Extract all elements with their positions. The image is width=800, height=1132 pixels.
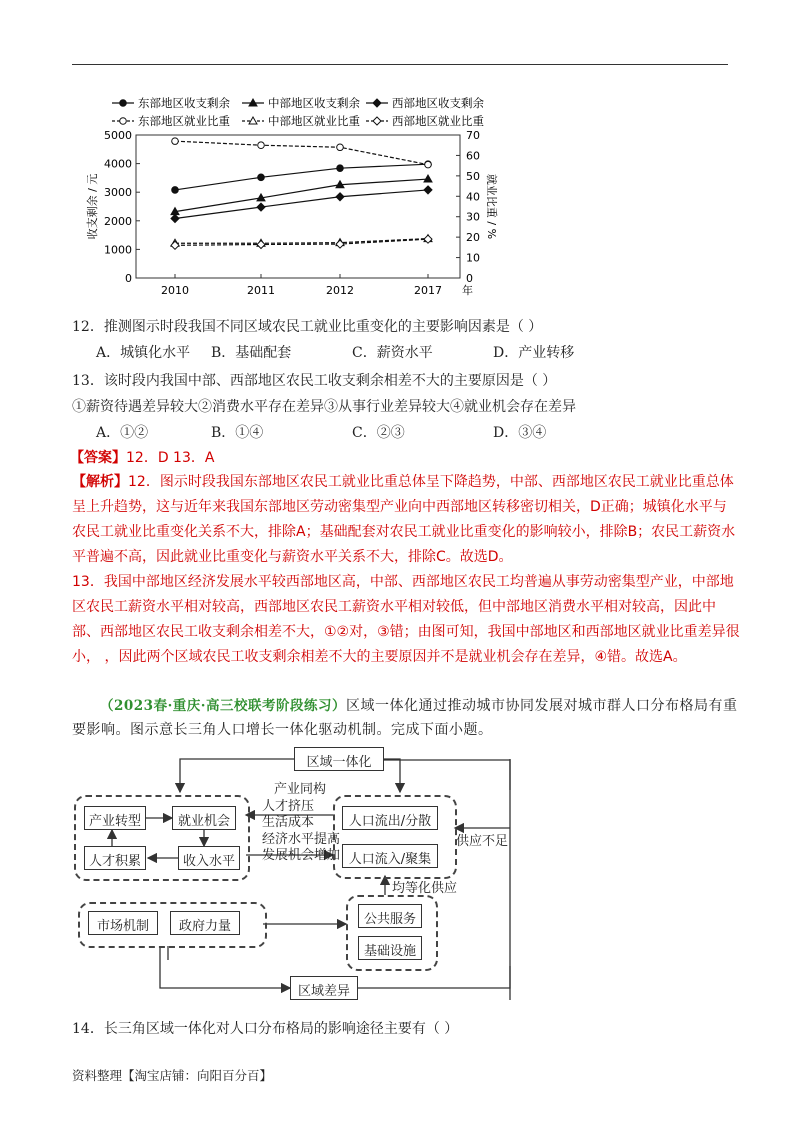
y2-tick-label: 20 (466, 231, 480, 245)
y2-tick-label: 0 (466, 272, 473, 285)
factor-living-cost: 生活成本 (262, 815, 315, 830)
q13-option-d[interactable]: D．③④ (493, 425, 547, 441)
question-14-stem: 14．长三角区域一体化对人口分布格局的影响途径主要有（ ） (72, 1021, 459, 1037)
y-tick-label: 4000 (104, 157, 132, 171)
y2-tick-label: 50 (466, 169, 480, 183)
q12-option-b[interactable]: B．基础配套 (211, 345, 292, 361)
legend-label: 西部地区就业比重 (392, 114, 484, 128)
y-tick-label: 0 (125, 272, 132, 285)
population-inflow-box: 人口流入/聚集 (342, 844, 438, 868)
y2-tick-label: 60 (466, 149, 480, 163)
q12-option-c[interactable]: C．薪资水平 (352, 345, 433, 361)
answer-text: 12．D 13．A (126, 450, 215, 466)
footer-source: 资料整理【淘宝店铺：向阳百分百】 (72, 1068, 273, 1083)
y2-tick-label: 30 (466, 210, 480, 224)
q13-option-b[interactable]: B．①④ (211, 425, 264, 441)
legend-label: 中部地区收支剩余 (268, 96, 360, 110)
y-tick-label: 3000 (104, 186, 132, 200)
question-13-stem: 13．该时段内我国中部、西部地区农民工收支剩余相差不大的主要原因是（ ） (72, 373, 557, 389)
factor-development-opportunity: 发展机会增加 (262, 848, 341, 863)
q12-option-a[interactable]: A．城镇化水平 (96, 345, 191, 361)
legend-label: 西部地区收支剩余 (392, 96, 484, 110)
x-tick-label: 2012 (326, 284, 354, 297)
answer-label: 【答案】 (70, 450, 126, 466)
infrastructure-box: 基础设施 (358, 936, 422, 960)
factor-industry-isomorphism: 产业同构 (274, 782, 327, 797)
legend-label: 东部地区就业比重 (138, 114, 230, 128)
market-mechanism-box: 市场机制 (88, 911, 158, 935)
equalized-supply-label: 均等化供应 (392, 881, 458, 896)
supply-shortage-label: 供应不足 (456, 834, 509, 849)
x-tick-label: 2011 (247, 284, 275, 297)
question-13-choices: ①薪资待遇差异较大②消费水平存在差异③从事行业差异较大④就业机会存在差异 (72, 399, 576, 415)
regional-difference-box: 区域差异 (290, 976, 358, 1000)
y2-tick-label: 10 (466, 251, 480, 265)
talent-accumulation-box: 人才积累 (84, 846, 146, 870)
middle-factors (262, 782, 340, 865)
region-integration-box: 区域一体化 (294, 747, 384, 771)
question-source: （2023春·重庆·高三校联考阶段练习） (100, 698, 346, 714)
x-tick-label: 2017 (414, 284, 442, 297)
intro-text: 区域一体化通过推动城市协同发展对城市群人口分布格局有重要影响。图示意长三角人口增长一体化驱动机制。完成下面小题。 (72, 698, 738, 738)
y-tick-label: 5000 (104, 129, 132, 142)
analysis-12-text: 12．图示时段我国东部地区农民工就业比重总体呈下降趋势，中部、西部地区农民工就业比重总体呈上升趋势，这与近年来我国东部地区劳动密集型产业向中西部地区转移密切相关，D正确；城镇化水平与农民工就业比重变化关系不大，排除A；基础配套对农民工就业比重变化的影响较小，排除B；农民工薪资水平普遍不高，因此就业比重变化与薪资水平关系不大，排除C。故选D。 (72, 474, 736, 565)
legend-label: 东部地区收支剩余 (138, 96, 230, 110)
x-axis-label: 年 (462, 284, 473, 297)
y-tick-label: 1000 (104, 243, 132, 257)
government-power-box: 政府力量 (170, 911, 240, 935)
analysis-label: 【解析】 (72, 474, 128, 490)
factor-talent-squeeze: 人才挤压 (262, 798, 315, 814)
x-tick-label: 2010 (161, 284, 189, 297)
industry-transform-box: 产业转型 (84, 806, 146, 830)
job-opportunity-box: 就业机会 (172, 806, 236, 830)
public-service-box: 公共服务 (358, 904, 422, 928)
y2-axis-label: 就业比重 / % (485, 173, 498, 240)
q13-option-c[interactable]: C．②③ (352, 425, 405, 441)
q13-option-a[interactable]: A．①② (96, 425, 149, 441)
population-outflow-box: 人口流出/分散 (342, 806, 438, 830)
analysis-13-text: 13．我国中部地区经济发展水平较西部地区高，中部、西部地区农民工均普遍从事劳动密集型产业，中部地区农民工薪资水平相对较高，西部地区农民工薪资水平相对较低，但中部地区消费水平相对较高，因此中部、西部地区农民工收支剩余相差不大，①②对，③错；由图可知，我国中部地区和西部地区就业比重差异很小， ，因此两个区域农民工收支剩余相差不大的主要原因并不是就业机会存在差异，④错。故选A。 (72, 574, 740, 665)
income-level-box: 收入水平 (178, 846, 240, 870)
factor-economic-level: 经济水平提高 (262, 831, 341, 847)
y2-tick-label: 40 (466, 190, 480, 204)
question-12-stem: 12．推测图示时段我国不同区域农民工就业比重变化的主要影响因素是（ ） (72, 319, 543, 335)
y-axis-label: 收支剩余 / 元 (86, 173, 99, 240)
y2-tick-label: 70 (466, 129, 480, 142)
y-tick-label: 2000 (104, 214, 132, 228)
legend-label: 中部地区就业比重 (268, 114, 360, 128)
q12-option-d[interactable]: D．产业转移 (493, 345, 575, 361)
